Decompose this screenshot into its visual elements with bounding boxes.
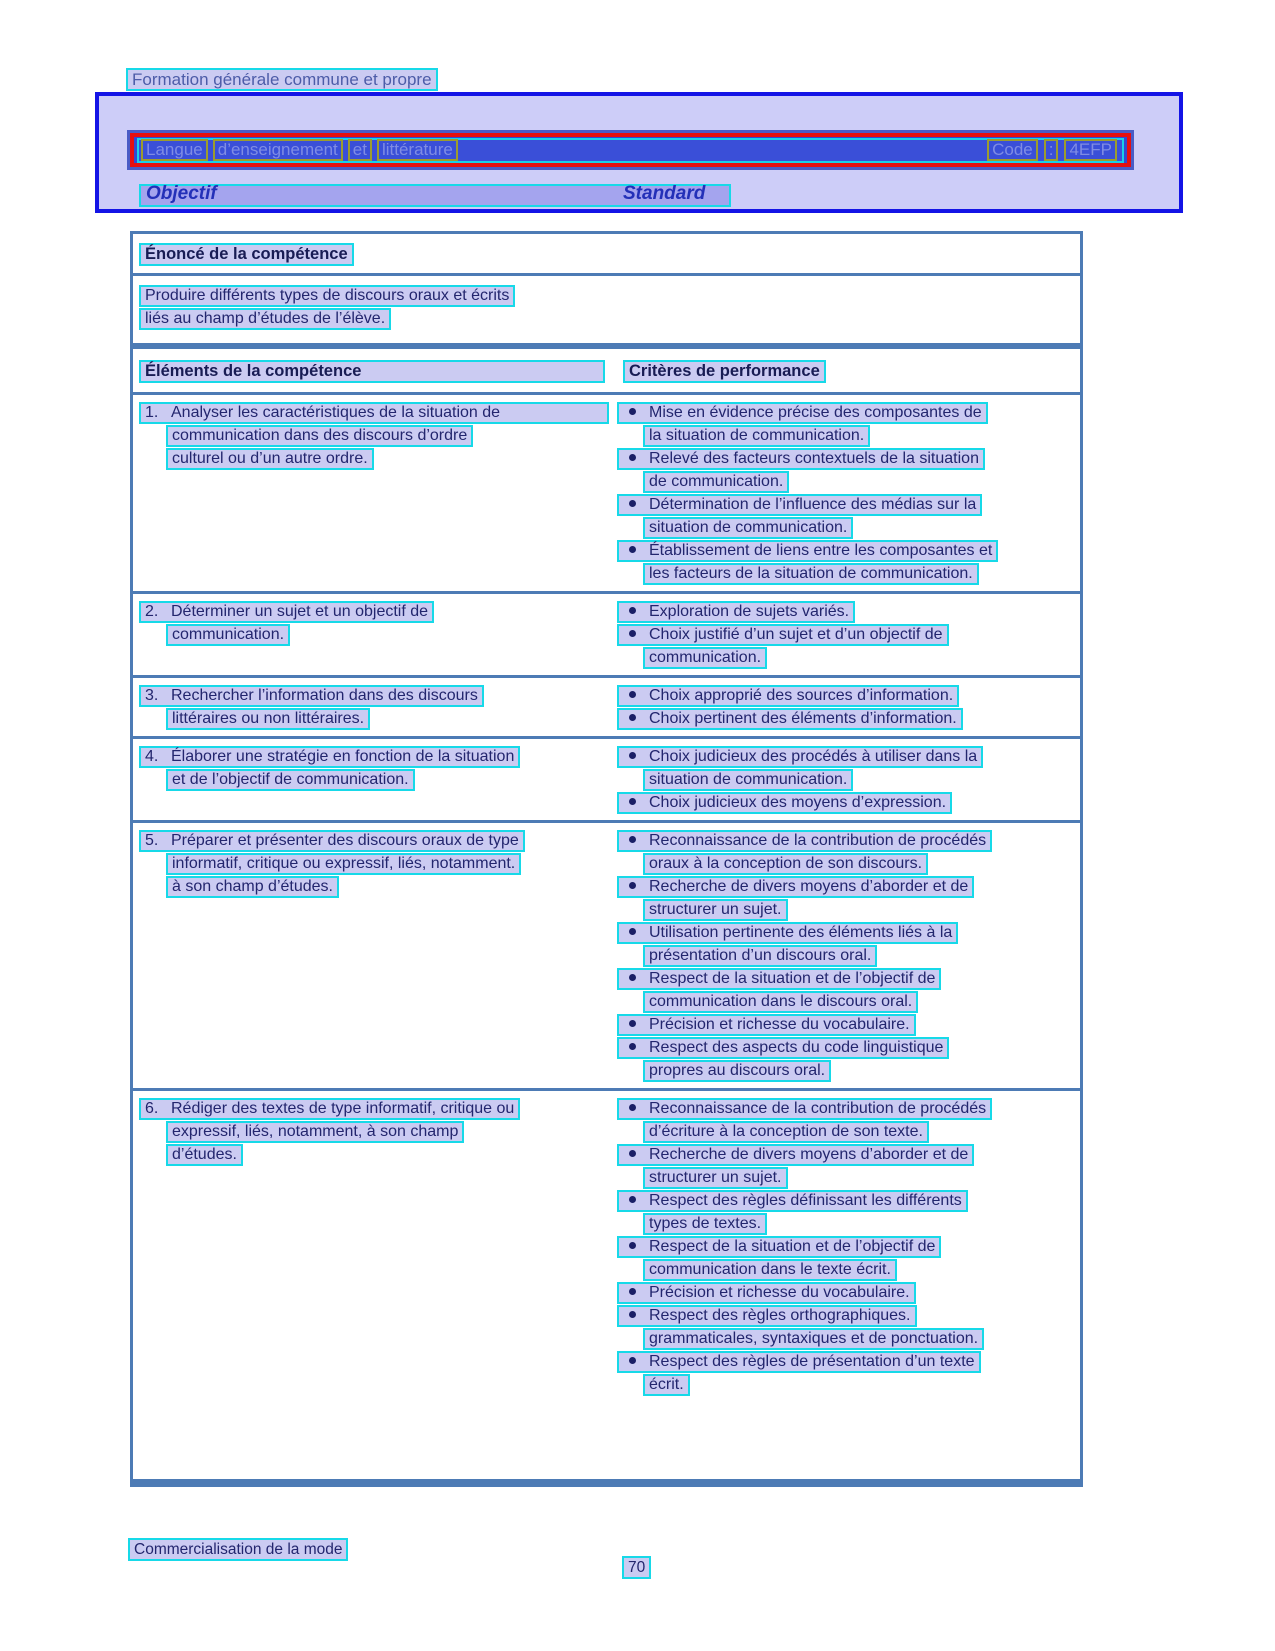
bullet-icon [629, 1043, 636, 1050]
criterion-line [643, 1213, 1078, 1236]
criterion-line-text: communication. [643, 647, 767, 669]
element-line [139, 746, 615, 769]
bullet-icon [629, 1288, 636, 1295]
bullet-icon [629, 1104, 636, 1111]
criterion-line [617, 1190, 1078, 1213]
title-box [95, 92, 1183, 213]
banner-word: d’enseignement [213, 139, 343, 161]
criterion-line [643, 853, 1078, 876]
enonce-body [133, 276, 1080, 343]
bullet-icon [629, 691, 636, 698]
criteres-header: Critères de performance [623, 360, 826, 383]
criterion-line [617, 1098, 1078, 1121]
element-line [166, 853, 615, 876]
criterion-line-text: Exploration de sujets variés. [617, 601, 855, 623]
criterion-line-text: communication dans le discours oral. [643, 991, 918, 1013]
element-number: 5. [145, 832, 159, 849]
enonce-line-text: Produire différents types de discours oraux et écrits [139, 285, 515, 307]
criterion-line-text: de communication. [643, 471, 789, 493]
element-cell [133, 685, 615, 731]
banner-line [137, 138, 1124, 163]
standard-label: Standard [623, 183, 706, 204]
criterion-line [617, 792, 1078, 815]
criterion-line [643, 945, 1078, 968]
enonce-title: Énoncé de la compétence [139, 243, 354, 266]
element-number: 4. [145, 748, 159, 765]
criterion-line [643, 991, 1078, 1014]
criterion-line-text: Reconnaissance de la contribution de procédés [617, 830, 992, 852]
criterion-line-text: situation de communication. [643, 769, 853, 791]
element-line [139, 1098, 615, 1121]
criterion-line [617, 876, 1078, 899]
banner-word: Langue [141, 139, 208, 161]
competence-table-header [133, 349, 1080, 395]
enonce-table [130, 231, 1083, 347]
criterion-line [643, 1374, 1078, 1397]
bullet-icon [629, 974, 636, 981]
criterion-line-text: Relevé des facteurs contextuels de la situation [617, 448, 985, 470]
criterion-line [643, 1328, 1078, 1351]
criterion-line-text: structurer un sujet. [643, 1167, 788, 1189]
element-cell [133, 746, 615, 815]
criterion-line-text: d’écriture à la conception de son texte. [643, 1121, 929, 1143]
criteria-cell [615, 746, 1080, 815]
course-code [984, 139, 1120, 161]
element-number: 2. [145, 603, 159, 620]
criteria-cell [615, 830, 1080, 1083]
element-line [166, 1121, 615, 1144]
competence-table [130, 346, 1083, 1487]
criterion-line [643, 471, 1078, 494]
criterion-line-text: Respect des règles orthographiques. [617, 1305, 917, 1327]
criterion-line [643, 563, 1078, 586]
col1-header-cell [139, 360, 621, 383]
element-line-text: 6. Rédiger des textes de type informatif, critique ou [139, 1098, 520, 1120]
criterion-line-text: Précision et richesse du vocabulaire. [617, 1014, 916, 1036]
bullet-icon [629, 836, 636, 843]
criterion-line [617, 601, 1078, 624]
criterion-line-text: structurer un sujet. [643, 899, 788, 921]
criterion-line [617, 494, 1078, 517]
element-cell [133, 830, 615, 1083]
element-line [139, 402, 615, 425]
criteria-cell [615, 601, 1080, 670]
objectif-label: Objectif [146, 183, 217, 204]
criterion-line [643, 647, 1078, 670]
element-number: 6. [145, 1100, 159, 1117]
criterion-line [617, 540, 1078, 563]
bullet-icon [629, 607, 636, 614]
element-line-text: 2. Déterminer un sujet et un objectif de [139, 601, 434, 623]
criterion-line [617, 922, 1078, 945]
enonce-line [139, 308, 1074, 331]
element-line-text: informatif, critique ou expressif, liés, notamment. [166, 853, 521, 875]
criterion-line-text: Choix approprié des sources d’information. [617, 685, 959, 707]
col2-header-cell [621, 360, 1074, 383]
criterion-line-text: grammaticales, syntaxiques et de ponctuation. [643, 1328, 984, 1350]
bullet-icon [629, 882, 636, 889]
criterion-line-text: communication dans le texte écrit. [643, 1259, 897, 1281]
criterion-line-text: écrit. [643, 1374, 690, 1396]
criterion-line [617, 708, 1078, 731]
element-line [166, 448, 615, 471]
bullet-icon [629, 500, 636, 507]
criterion-line [617, 1282, 1078, 1305]
bullet-icon [629, 928, 636, 935]
criterion-line-text: types de textes. [643, 1213, 767, 1235]
criterion-line [617, 1236, 1078, 1259]
criterion-line-text: Choix judicieux des procédés à utiliser dans la [617, 746, 983, 768]
element-line-text: 1. Analyser les caractéristiques de la situation de [139, 402, 609, 424]
criterion-line [617, 624, 1078, 647]
criterion-line [643, 517, 1078, 540]
element-line [166, 769, 615, 792]
criterion-line [617, 1351, 1078, 1374]
element-cell [133, 1098, 615, 1397]
page-header: Formation générale commune et propre [126, 68, 438, 91]
bullet-icon [629, 1242, 636, 1249]
criterion-line-text: Recherche de divers moyens d’aborder et de [617, 1144, 974, 1166]
bullet-icon [629, 1196, 636, 1203]
enonce-line-text: liés au champ d’études de l’élève. [139, 308, 391, 330]
criterion-line [643, 1167, 1078, 1190]
criterion-line-text: Choix justifié d’un sujet et d’un objectif de [617, 624, 949, 646]
criterion-line [617, 746, 1078, 769]
criterion-line [643, 425, 1078, 448]
element-number: 1. [145, 404, 159, 421]
bullet-icon [629, 1357, 636, 1364]
criterion-line [617, 1305, 1078, 1328]
banner-word: et [348, 139, 372, 161]
criterion-line-text: la situation de communication. [643, 425, 870, 447]
criterion-line-text: Respect de la situation et de l’objectif de [617, 968, 941, 990]
table-row [133, 395, 1080, 591]
elements-header: Éléments de la compétence [139, 360, 605, 383]
element-line [166, 708, 615, 731]
element-line-text: 3. Rechercher l’information dans des discours [139, 685, 484, 707]
banner-red-frame [130, 133, 1131, 167]
criterion-line [643, 1060, 1078, 1083]
element-line [166, 876, 615, 899]
banner-word: Code [987, 139, 1038, 161]
criterion-line-text: présentation d’un discours oral. [643, 945, 877, 967]
element-line [166, 1144, 615, 1167]
element-line [166, 425, 615, 448]
criterion-line [643, 769, 1078, 792]
element-line [139, 685, 615, 708]
criterion-line-text: Utilisation pertinente des éléments liés à la [617, 922, 958, 944]
criterion-line [643, 899, 1078, 922]
criterion-line-text: oraux à la conception de son discours. [643, 853, 928, 875]
criterion-line-text: Respect de la situation et de l’objectif de [617, 1236, 941, 1258]
criterion-line-text: Respect des aspects du code linguistique [617, 1037, 949, 1059]
page-number: 70 [622, 1556, 651, 1579]
element-line [139, 601, 615, 624]
criterion-line-text: Respect des règles de présentation d’un texte [617, 1351, 981, 1373]
bullet-icon [629, 752, 636, 759]
criterion-line-text: Détermination de l’influence des médias sur la [617, 494, 982, 516]
element-line-text: culturel ou d’un autre ordre. [166, 448, 374, 470]
criterion-line-text: situation de communication. [643, 517, 853, 539]
criterion-line [617, 1014, 1078, 1037]
criterion-line-text: Établissement de liens entre les composantes et [617, 540, 998, 562]
table-filler [133, 1402, 1080, 1479]
course-banner [127, 130, 1134, 170]
bullet-icon [629, 798, 636, 805]
element-cell [133, 402, 615, 586]
criteria-cell [615, 685, 1080, 731]
criterion-line-text: les facteurs de la situation de communication. [643, 563, 979, 585]
element-line [166, 624, 615, 647]
criterion-line [617, 830, 1078, 853]
banner-word: : [1044, 139, 1059, 161]
criterion-line [617, 1037, 1078, 1060]
bullet-icon [629, 1311, 636, 1318]
element-line-text: 4. Élaborer une stratégie en fonction de la situation [139, 746, 520, 768]
criterion-line [643, 1121, 1078, 1144]
criterion-line-text: Reconnaissance de la contribution de procédés [617, 1098, 992, 1120]
element-line-text: littéraires ou non littéraires. [166, 708, 370, 730]
banner-word: littérature [377, 139, 458, 161]
objectif-standard-row [139, 184, 731, 207]
table-row [133, 675, 1080, 736]
criteria-cell [615, 402, 1080, 586]
bullet-icon [629, 714, 636, 721]
criterion-line [617, 402, 1078, 425]
element-line-text: communication. [166, 624, 290, 646]
element-line-text: et de l’objectif de communication. [166, 769, 415, 791]
table-row [133, 591, 1080, 675]
table-row [133, 820, 1080, 1088]
criterion-line-text: Mise en évidence précise des composantes de [617, 402, 988, 424]
table-row [133, 736, 1080, 820]
element-line-text: communication dans des discours d’ordre [166, 425, 473, 447]
element-number: 3. [145, 687, 159, 704]
course-title [141, 139, 463, 161]
criterion-line-text: Précision et richesse du vocabulaire. [617, 1282, 916, 1304]
criterion-line [617, 448, 1078, 471]
bullet-icon [629, 408, 636, 415]
bullet-icon [629, 454, 636, 461]
competence-table-rows [133, 395, 1080, 1479]
criterion-line [617, 968, 1078, 991]
criterion-line-text: Recherche de divers moyens d’aborder et de [617, 876, 974, 898]
footer-label: Commercialisation de la mode [128, 1538, 348, 1561]
enonce-line [139, 285, 1074, 308]
criteria-cell [615, 1098, 1080, 1397]
banner-word: 4EFP [1064, 139, 1117, 161]
element-line-text: 5. Préparer et présenter des discours oraux de type [139, 830, 525, 852]
element-line [139, 830, 615, 853]
element-line-text: d’études. [166, 1144, 243, 1166]
criterion-line-text: propres au discours oral. [643, 1060, 831, 1082]
criterion-line [643, 1259, 1078, 1282]
bullet-icon [629, 1150, 636, 1157]
criterion-line-text: Choix judicieux des moyens d’expression. [617, 792, 952, 814]
bullet-icon [629, 546, 636, 553]
element-line-text: expressif, liés, notamment, à son champ [166, 1121, 464, 1143]
criterion-line-text: Choix pertinent des éléments d’information. [617, 708, 963, 730]
criterion-line [617, 1144, 1078, 1167]
enonce-table-header [133, 234, 1080, 276]
element-line-text: à son champ d’études. [166, 876, 339, 898]
bullet-icon [629, 1020, 636, 1027]
table-row [133, 1088, 1080, 1402]
criterion-line [617, 685, 1078, 708]
element-cell [133, 601, 615, 670]
criterion-line-text: Respect des règles définissant les différents [617, 1190, 968, 1212]
bullet-icon [629, 630, 636, 637]
